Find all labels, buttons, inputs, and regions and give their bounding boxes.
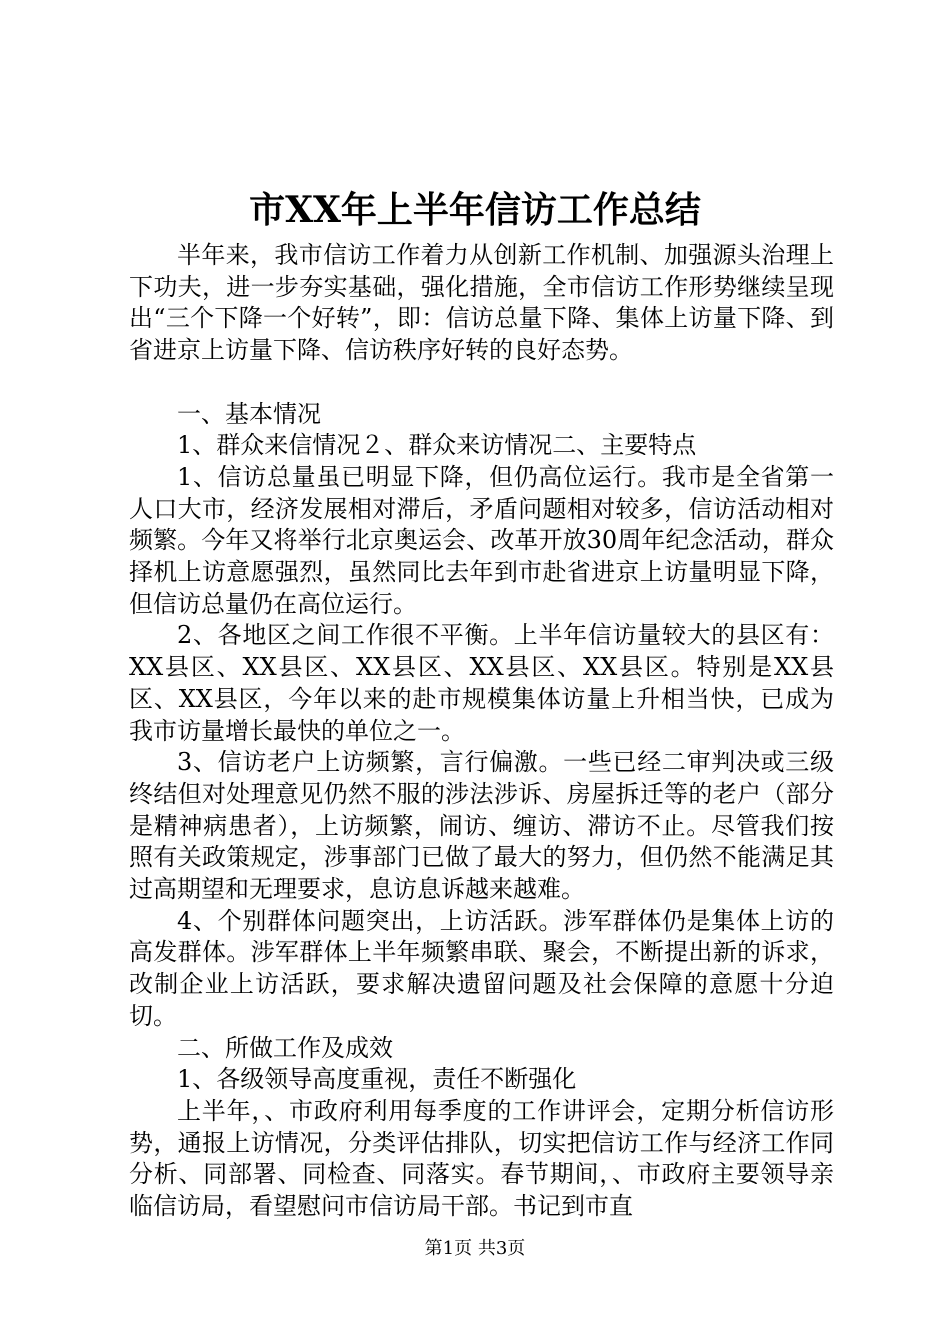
page-number-footer: 第1页 共3页 (424, 1238, 526, 1259)
intro-paragraph: 半年来，我市信访工作着力从创新工作机制、加强源头治理上下功夫，进一步夯实基础，强化措施，全市信访工作形势继续呈现出“三个下降一个好转”，即：信访总量下降、集体上访量下降、到省进京上访量下降、信访秩序好转的良好态势。 (129, 241, 834, 365)
subheading-leadership: 1、各级领导高度重视，责任不断强化 (177, 1065, 577, 1094)
document-body (129, 240, 834, 1223)
section-heading-work-done: 二、所做工作及成效 (177, 1033, 393, 1062)
subheading-line: 1、群众来信情况２、群众来访情况二、主要特点 (177, 431, 697, 460)
paragraph-feature-1: 1、信访总量虽已明显下降，但仍高位运行。我市是全省第一人口大市，经济发展相对滞后，矛盾问题相对较多，信访活动相对频繁。今年又将举行北京奥运会、改革开放30周年纪念活动，群众择机上访意愿强烈，虽然同比去年到市赴省进京上访量明显下降，但信访总量仍在高位运行。 (129, 462, 834, 618)
page-title: 市XX年上半年信访工作总结 (249, 189, 701, 231)
paragraph-feature-2: 2、各地区之间工作很不平衡。上半年信访量较大的县区有：XX县区、XX县区、XX县区、XX县区、XX县区。特别是XX县区、XX县区，今年以来的赴市规模集体访量上升相当快，已成为我市访量增长最快的单位之一。 (129, 621, 834, 745)
paragraph-feature-4: 4、个别群体问题突出，上访活跃。涉军群体仍是集体上访的高发群体。涉军群体上半年频繁串联、聚会，不断提出新的诉求，改制企业上访活跃，要求解决遗留问题及社会保障的意愿十分迫切。 (129, 906, 834, 1030)
section-heading-basic-situation: 一、基本情况 (177, 399, 321, 428)
paragraph-feature-3: 3、信访老户上访频繁，言行偏激。一些已经二审判决或三级终结但对处理意见仍然不服的涉法涉诉、房屋拆迁等的老户（部分是精神病患者），上访频繁，闹访、缠访、滞访不止。尽管我们按照有关政策规定，涉事部门已做了最大的努力，但仍然不能满足其过高期望和无理要求，息访息诉越来越难。 (129, 748, 834, 904)
paragraph-leadership: 上半年，、市政府利用每季度的工作讲评会，定期分析信访形势，通报上访情况，分类评估排队，切实把信访工作与经济工作同分析、同部署、同检查、同落实。春节期间，、市政府主要领导亲临信访局，看望慰问市信访局干部。书记到市直 (129, 1096, 834, 1221)
